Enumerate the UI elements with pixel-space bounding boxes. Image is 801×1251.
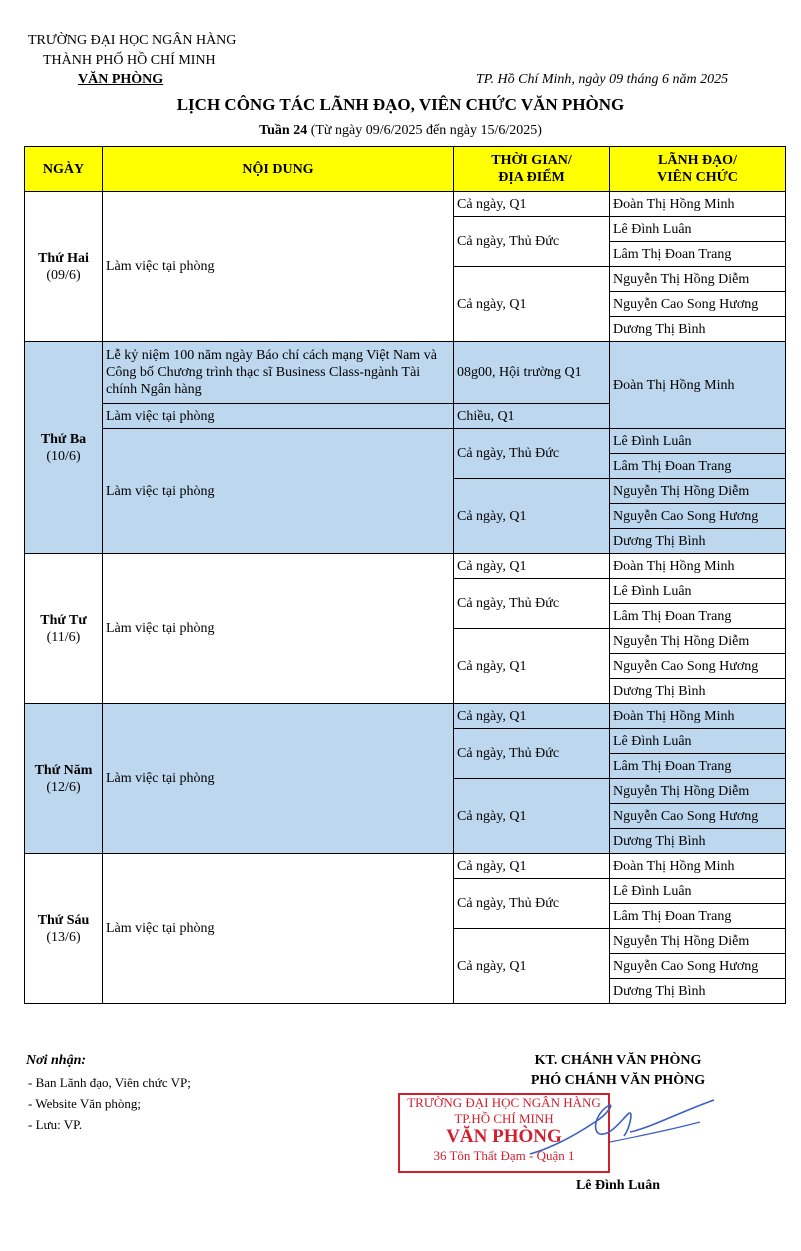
person-cell: Nguyễn Cao Song Hương [610,292,786,317]
person-cell: Lê Đình Luân [610,429,786,454]
person-cell: Dương Thị Bình [610,529,786,554]
dateline: TP. Hồ Chí Minh, ngày 09 tháng 6 năm 2025 [476,72,729,87]
person-cell: Lê Đình Luân [610,217,786,242]
header-content: NỘI DUNG [103,147,454,192]
time-cell: Cả ngày, Thủ Đức [454,429,610,479]
table-row [25,854,786,879]
office-name: VĂN PHÒNG [78,72,164,87]
header-time: THỜI GIAN/ ĐỊA ĐIỂM [454,147,610,192]
week-label: Tuần 24 [259,123,308,138]
time-cell: Cả ngày, Q1 [454,192,610,217]
recipients-list [28,1072,191,1135]
content-cell: Làm việc tại phòng [103,404,454,429]
header-day: NGÀY [25,147,103,192]
schedule-table [24,146,786,1004]
person-cell: Nguyễn Cao Song Hương [610,954,786,979]
person-cell: Lê Đình Luân [610,579,786,604]
time-cell: Cả ngày, Q1 [454,854,610,879]
person-cell: Nguyễn Cao Song Hương [610,804,786,829]
person-cell: Dương Thị Bình [610,679,786,704]
day-cell: Thứ Ba (10/6) [25,342,103,554]
person-cell: Nguyễn Cao Song Hương [610,654,786,679]
person-cell: Dương Thị Bình [610,829,786,854]
table-row [25,192,786,217]
person-cell: Lâm Thị Đoan Trang [610,454,786,479]
event-content-cell: Lễ kỷ niệm 100 năm ngày Báo chí cách mạng Việt Nam và Công bố Chương trình thạc sĩ Business Class-ngành Tài chính Ngân hàng [103,342,454,404]
time-cell: Cả ngày, Q1 [454,629,610,704]
day-cell: Thứ Tư (11/6) [25,554,103,704]
org-name-line1: TRƯỜNG ĐẠI HỌC NGÂN HÀNG [28,33,237,48]
signer-name: Lê Đình Luân [575,1178,661,1193]
person-cell: Đoàn Thị Hồng Minh [610,342,786,429]
org-name-line2: THÀNH PHỐ HỒ CHÍ MINH [43,53,216,68]
table-header-row [25,147,786,192]
recipients-title: Nơi nhận: [26,1053,87,1068]
content-cell: Làm việc tại phòng [103,192,454,342]
signature-title-2: PHÓ CHÁNH VĂN PHÒNG [530,1073,706,1088]
person-cell: Lâm Thị Đoan Trang [610,904,786,929]
time-cell: Cả ngày, Q1 [454,554,610,579]
time-cell: 08g00, Hội trường Q1 [454,342,610,404]
official-stamp: TRƯỜNG ĐẠI HỌC NGÂN HÀNG TP.HỒ CHÍ MINH VĂN PHÒNG 36 Tôn Thất Đạm - Quận 1 [398,1093,610,1173]
handwritten-signature-icon [500,1092,720,1172]
signature-title-1: KT. CHÁNH VĂN PHÒNG [534,1053,702,1068]
table-row [25,704,786,729]
content-cell: Làm việc tại phòng [103,854,454,1004]
table-row [25,342,786,404]
person-cell: Nguyễn Thị Hồng Diễm [610,929,786,954]
time-cell: Chiều, Q1 [454,404,610,429]
person-cell: Nguyễn Cao Song Hương [610,504,786,529]
time-cell: Cả ngày, Thủ Đức [454,217,610,267]
person-cell: Lê Đình Luân [610,879,786,904]
list-item: - Website Văn phòng; [28,1096,141,1111]
person-cell: Đoàn Thị Hồng Minh [610,704,786,729]
header-person: LÃNH ĐẠO/ VIÊN CHỨC [610,147,786,192]
person-cell: Nguyễn Thị Hồng Diễm [610,267,786,292]
week-range [0,123,801,139]
time-cell: Cả ngày, Q1 [454,704,610,729]
week-dates: (Từ ngày 09/6/2025 đến ngày 15/6/2025) [310,123,542,138]
person-cell: Lâm Thị Đoan Trang [610,242,786,267]
time-cell: Cả ngày, Thủ Đức [454,729,610,779]
person-cell: Đoàn Thị Hồng Minh [610,854,786,879]
person-cell: Lê Đình Luân [610,729,786,754]
person-cell: Dương Thị Bình [610,317,786,342]
person-cell: Nguyễn Thị Hồng Diễm [610,629,786,654]
content-cell: Làm việc tại phòng [103,429,454,554]
list-item: - Lưu: VP. [28,1117,83,1132]
person-cell: Nguyễn Thị Hồng Diễm [610,479,786,504]
list-item: - Ban Lãnh đạo, Viên chức VP; [28,1075,191,1090]
person-cell: Nguyễn Thị Hồng Diễm [610,779,786,804]
person-cell: Đoàn Thị Hồng Minh [610,554,786,579]
person-cell: Lâm Thị Đoan Trang [610,604,786,629]
person-cell: Dương Thị Bình [610,979,786,1004]
time-cell: Cả ngày, Q1 [454,267,610,342]
time-cell: Cả ngày, Q1 [454,929,610,1004]
content-cell: Làm việc tại phòng [103,554,454,704]
time-cell: Cả ngày, Thủ Đức [454,579,610,629]
time-cell: Cả ngày, Thủ Đức [454,879,610,929]
person-cell: Lâm Thị Đoan Trang [610,754,786,779]
day-cell: Thứ Hai (09/6) [25,192,103,342]
day-cell: Thứ Sáu (13/6) [25,854,103,1004]
table-row [25,554,786,579]
person-cell: Đoàn Thị Hồng Minh [610,192,786,217]
time-cell: Cả ngày, Q1 [454,779,610,854]
content-cell: Làm việc tại phòng [103,704,454,854]
time-cell: Cả ngày, Q1 [454,479,610,554]
page-title: LỊCH CÔNG TÁC LÃNH ĐẠO, VIÊN CHỨC VĂN PHÒNG [176,95,625,114]
day-cell: Thứ Năm (12/6) [25,704,103,854]
